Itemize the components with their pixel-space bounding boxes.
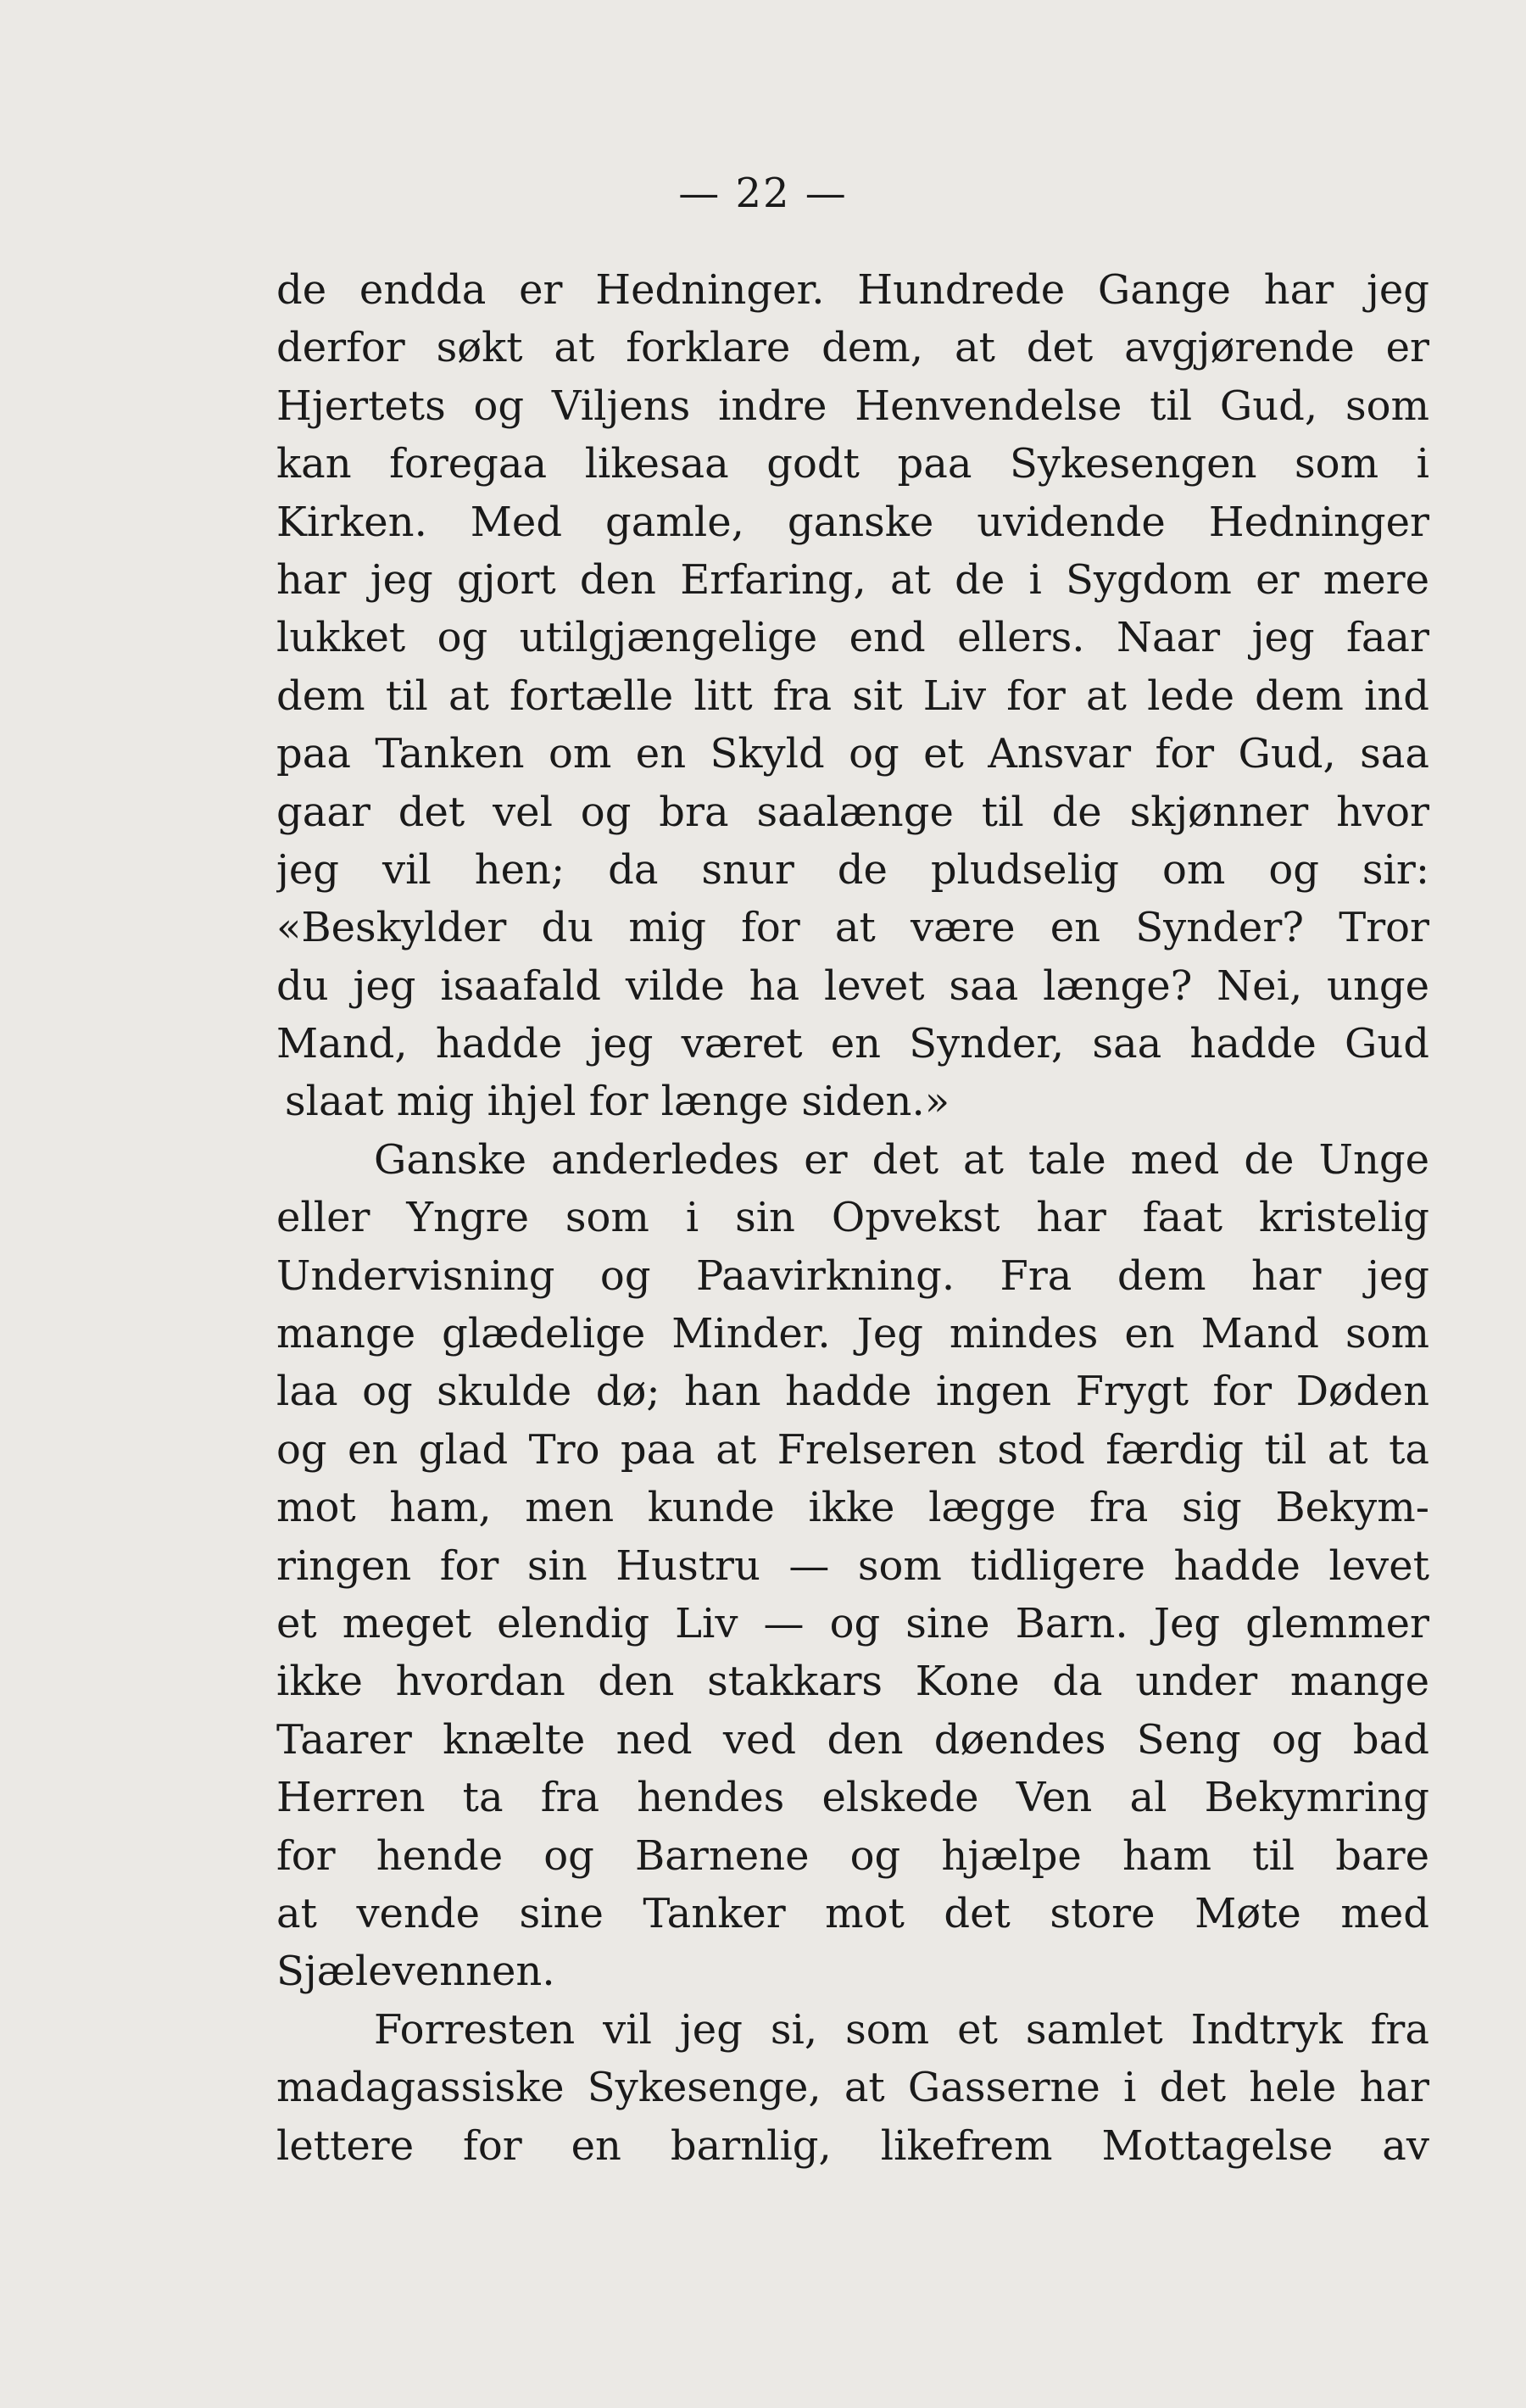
paragraph-start-line: Forresten vil jeg si, som et samlet Indtryk fra [374,2005,1429,2054]
text-line: Hjertets og Viljens indre Henvendelse til Gud, som [276,382,1429,430]
text-line: Herren ta fra hendes elskede Ven al Bekymring [276,1774,1429,1822]
text-line: har jeg gjort den Erfaring, at de i Sygdom er mere [276,555,1429,604]
paragraph-end-line: Sjælevennen. [276,1948,555,1996]
text-line: gaar det vel og bra saalænge til de skjønner hvor [276,788,1429,836]
text-line: paa Tanken om en Skyld og et Ansvar for Gud, saa [276,730,1429,778]
text-line: et meget elendig Liv — og sine Barn. Jeg glemmer [276,1599,1429,1647]
text-line: Undervisning og Paavirkning. Fra dem har jeg [276,1251,1429,1300]
body-text [276,261,1429,2175]
text-line: at vende sine Tanker mot det store Møte med [276,1889,1429,1937]
text-line: derfor søkt at forklare dem, at det avgjørende er [276,324,1429,372]
paragraph-end-line: slaat mig ihjel for længe siden.» [285,1078,950,1126]
text-line: lukket og utilgjængelige end ellers. Naar jeg faar [276,614,1429,662]
text-line: de endda er Hedninger. Hundrede Gange har jeg [276,266,1429,314]
text-line: ikke hvordan den stakkars Kone da under mange [276,1658,1429,1706]
page-number: — 22 — [678,170,848,217]
text-line: mot ham, men kunde ikke lægge fra sig Bekym- [276,1484,1429,1532]
text-line: madagassiske Sykesenge, at Gasserne i det hele har [276,2064,1429,2112]
text-line: «Beskylder du mig for at være en Synder? Tror [276,904,1429,952]
text-line: lettere for en barnlig, likefrem Mottagelse av [276,2121,1429,2170]
text-line: ringen for sin Hustru — som tidligere hadde levet [276,1541,1429,1590]
text-line: og en glad Tro paa at Frelseren stod færdig til at ta [276,1425,1429,1474]
text-line: laa og skulde dø; han hadde ingen Frygt for Døden [276,1368,1429,1416]
text-line: for hende og Barnene og hjælpe ham til bare [276,1831,1429,1880]
text-line: eller Yngre som i sin Opvekst har faat kristelig [276,1194,1429,1242]
paragraph-start-line: Ganske anderledes er det at tale med de Unge [374,1135,1429,1184]
text-line: dem til at fortælle litt fra sit Liv for at lede dem ind [276,672,1429,720]
text-line: mange glædelige Minder. Jeg mindes en Mand som [276,1310,1429,1358]
text-line: kan foregaa likesaa godt paa Sykesengen som i [276,440,1429,488]
text-line: Taarer knælte ned ved den døendes Seng og bad [276,1715,1429,1764]
text-line: Mand, hadde jeg været en Synder, saa hadde Gud [276,1020,1429,1068]
text-line: du jeg isaafald vilde ha levet saa længe? Nei, unge [276,962,1429,1010]
text-line: jeg vil hen; da snur de pludselig om og sir: [276,845,1429,894]
text-line: Kirken. Med gamle, ganske uvidende Hedninger [276,498,1429,546]
